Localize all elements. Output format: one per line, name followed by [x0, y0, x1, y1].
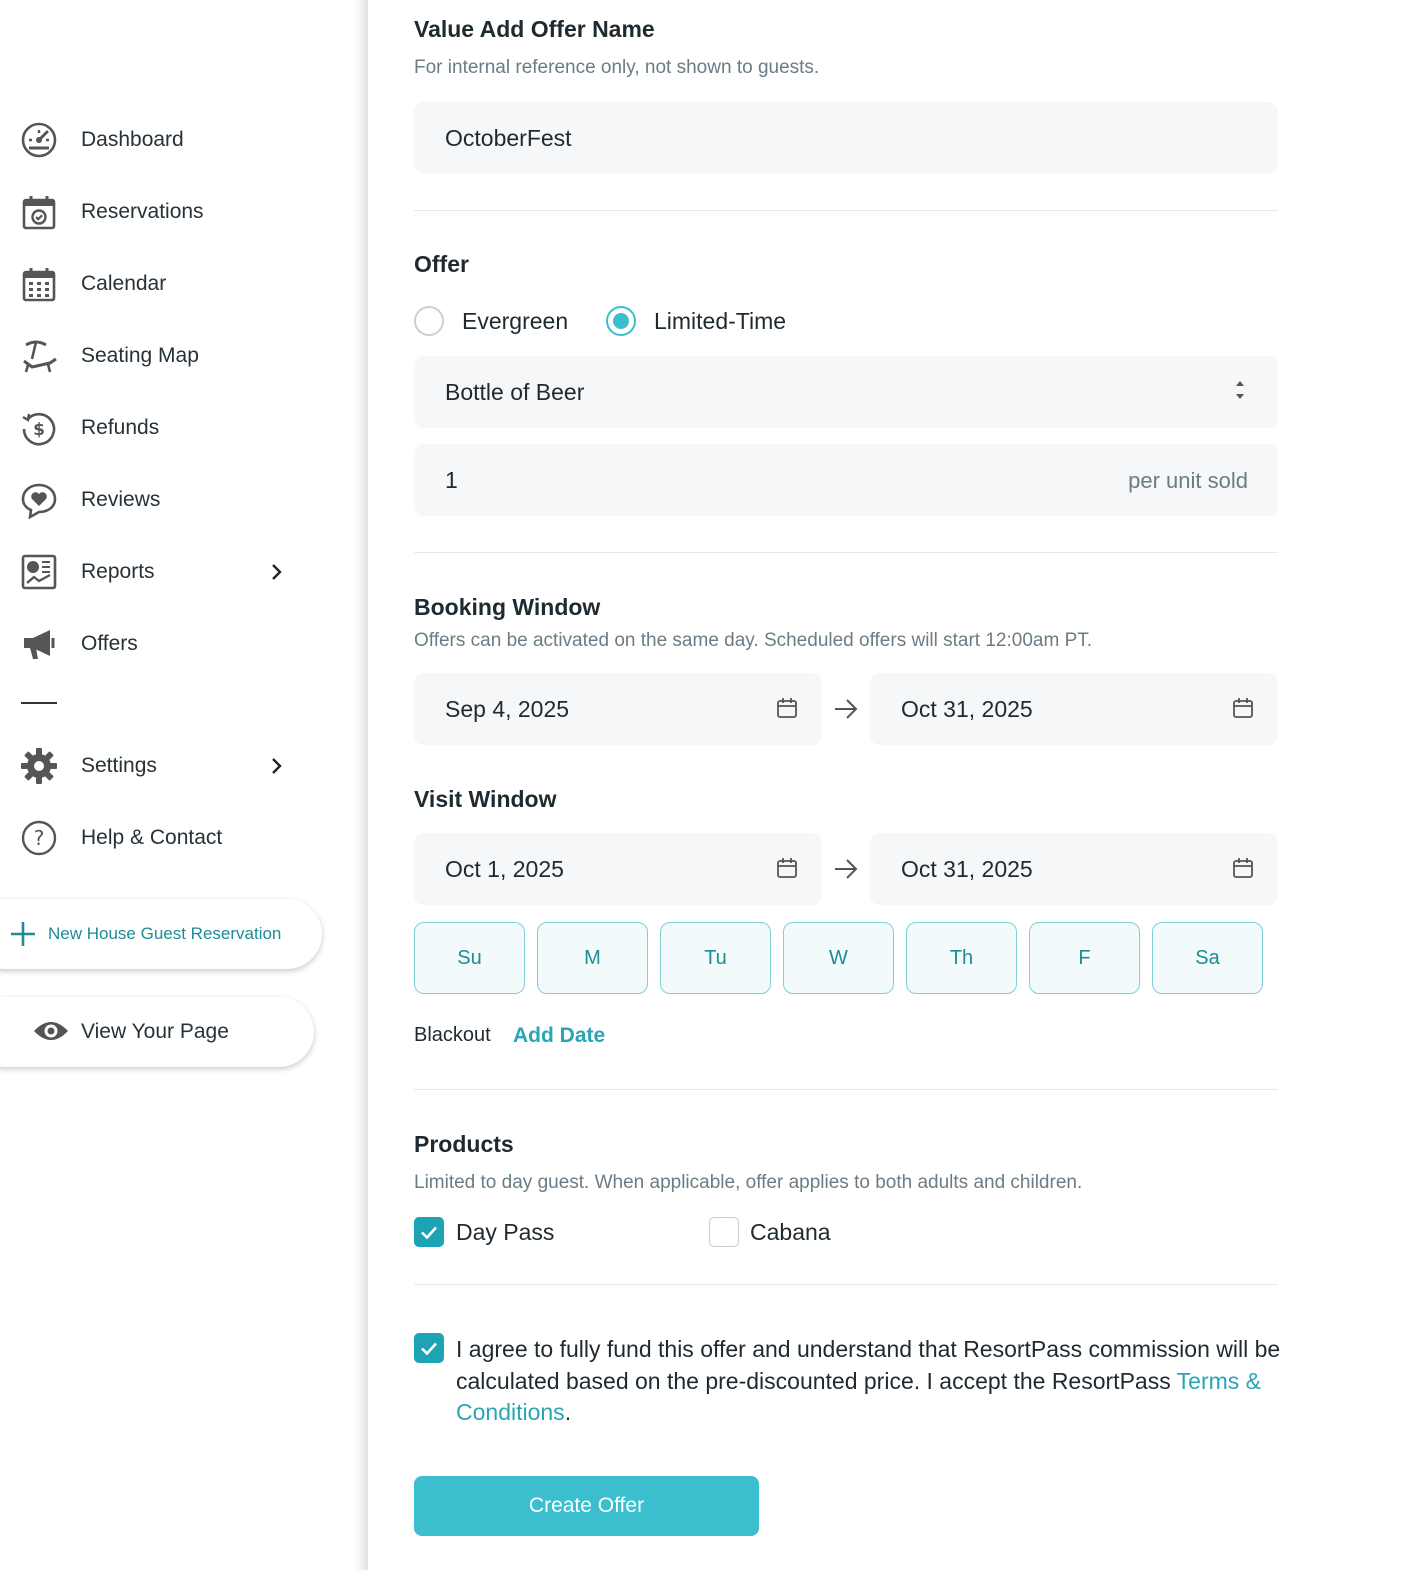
agreement-body: I agree to fully fund this offer and understand that ResortPass commission will be calculated based on the pre-discounted price. I accept the ResortPass	[456, 1336, 1281, 1394]
sidebar-item-dashboard[interactable]	[20, 116, 300, 164]
offer-item-value: Bottle of Beer	[445, 379, 585, 405]
calendar-icon	[1232, 857, 1254, 879]
dashboard-icon	[20, 121, 58, 159]
evergreen-label: Evergreen	[462, 308, 569, 334]
booking-start-date-value: Sep 4, 2025	[445, 696, 570, 722]
quantity-value: 1	[445, 467, 458, 493]
day-pass-checkbox[interactable]	[414, 1217, 444, 1247]
sidebar-item-label: Settings	[81, 754, 157, 777]
sidebar-edge-shadow	[354, 0, 368, 1570]
sidebar-item-label: Help & Contact	[81, 826, 223, 849]
visit-start-date-input[interactable]	[414, 833, 822, 905]
lounge-chair-icon	[20, 337, 58, 375]
limited-time-label: Limited-Time	[654, 308, 787, 334]
sidebar-item-label: Refunds	[81, 416, 160, 439]
chevron-right-icon	[266, 562, 286, 582]
agreement-checkbox[interactable]	[414, 1333, 444, 1363]
arrow-right-icon	[832, 857, 860, 881]
svg-text:$: $	[33, 420, 45, 440]
sidebar-item-offers[interactable]	[20, 620, 300, 668]
sidebar-item-label: Seating Map	[81, 344, 199, 367]
calendar-icon	[1232, 697, 1254, 719]
new-reservation-label: New House Guest Reservation	[48, 924, 282, 943]
booking-start-date-input[interactable]	[414, 673, 822, 745]
section-divider	[414, 552, 1278, 553]
sidebar-item-label: Calendar	[81, 272, 167, 295]
products-heading: Products	[414, 1131, 514, 1157]
sidebar	[0, 0, 366, 1570]
new-house-guest-reservation-button[interactable]	[0, 899, 322, 969]
calendar-check-icon	[20, 193, 58, 231]
megaphone-icon	[20, 625, 58, 663]
add-blackout-date-link[interactable]: Add Date	[513, 1024, 606, 1047]
calendar-icon	[776, 857, 798, 879]
visit-end-date-input[interactable]	[870, 833, 1278, 905]
arrow-right-icon	[832, 697, 860, 721]
day-toggle-thursday[interactable]: Th	[906, 922, 1017, 994]
offer-item-select[interactable]	[414, 356, 1278, 428]
section-divider	[414, 1089, 1278, 1090]
sidebar-divider	[21, 702, 57, 704]
day-toggle-saturday[interactable]: Sa	[1152, 922, 1263, 994]
offer-name-hint: For internal reference only, not shown to guests.	[414, 57, 820, 78]
quantity-suffix: per unit sold	[1128, 468, 1248, 493]
booking-end-date-input[interactable]	[870, 673, 1278, 745]
view-your-page-label: View Your Page	[81, 1020, 229, 1043]
sidebar-item-label: Offers	[81, 632, 138, 655]
sidebar-item-refunds[interactable]	[20, 404, 300, 452]
day-toggle-monday[interactable]: M	[537, 922, 648, 994]
sidebar-item-label: Reservations	[81, 200, 204, 223]
sidebar-item-help[interactable]	[20, 814, 300, 862]
visit-end-date-value: Oct 31, 2025	[901, 856, 1033, 882]
checkmark-icon	[414, 1333, 444, 1363]
visit-start-date-value: Oct 1, 2025	[445, 856, 564, 882]
sidebar-item-settings[interactable]	[20, 742, 300, 790]
blackout-label: Blackout	[414, 1024, 491, 1046]
cabana-checkbox[interactable]	[709, 1217, 739, 1247]
refund-icon	[20, 409, 58, 447]
create-offer-button[interactable]: Create Offer	[414, 1476, 759, 1536]
day-toggle-wednesday[interactable]: W	[783, 922, 894, 994]
offer-name-value: OctoberFest	[445, 125, 572, 151]
quantity-input[interactable]	[414, 444, 1278, 516]
eye-icon	[32, 1017, 70, 1045]
section-divider	[414, 1284, 1278, 1285]
booking-window-hint: Offers can be activated on the same day. Scheduled offers will start 12:00am PT.	[414, 630, 1093, 651]
terms-and-conditions-link[interactable]: Terms & Conditions	[456, 1367, 1262, 1425]
checkmark-icon	[414, 1217, 444, 1247]
sidebar-item-label: Reports	[81, 560, 155, 583]
visit-window-heading: Visit Window	[414, 786, 557, 812]
select-arrows-icon	[1232, 376, 1248, 409]
cabana-label: Cabana	[750, 1219, 831, 1245]
view-your-page-button[interactable]	[0, 997, 314, 1067]
sidebar-item-label: Reviews	[81, 488, 161, 511]
gear-icon	[20, 747, 58, 785]
sidebar-item-label: Dashboard	[81, 128, 184, 151]
sidebar-item-calendar[interactable]	[20, 260, 300, 308]
sidebar-item-reviews[interactable]	[20, 476, 300, 524]
calendar-icon	[776, 697, 798, 719]
products-hint: Limited to day guest. When applicable, offer applies to both adults and children.	[414, 1172, 1083, 1193]
offer-heading: Offer	[414, 251, 469, 277]
plus-icon	[10, 921, 36, 947]
booking-end-date-value: Oct 31, 2025	[901, 696, 1033, 722]
help-icon	[20, 819, 58, 857]
chevron-right-icon	[266, 756, 286, 776]
agreement-text	[456, 1334, 1286, 1429]
limited-time-radio[interactable]	[606, 306, 636, 336]
day-toggle-friday[interactable]: F	[1029, 922, 1140, 994]
review-heart-icon	[20, 481, 58, 519]
offer-name-heading: Value Add Offer Name	[414, 16, 655, 42]
calendar-icon	[20, 265, 58, 303]
report-icon	[20, 553, 58, 591]
svg-text:?: ?	[33, 826, 45, 850]
agreement-period: .	[564, 1399, 572, 1425]
sidebar-item-seating-map[interactable]	[20, 332, 300, 380]
day-toggle-tuesday[interactable]: Tu	[660, 922, 771, 994]
section-divider	[414, 210, 1278, 211]
booking-window-heading: Booking Window	[414, 594, 601, 620]
sidebar-item-reports[interactable]	[20, 548, 300, 596]
sidebar-item-reservations[interactable]	[20, 188, 300, 236]
day-pass-label: Day Pass	[456, 1219, 555, 1245]
evergreen-radio[interactable]	[414, 306, 444, 336]
offer-name-input[interactable]	[414, 102, 1278, 174]
day-toggle-sunday[interactable]: Su	[414, 922, 525, 994]
